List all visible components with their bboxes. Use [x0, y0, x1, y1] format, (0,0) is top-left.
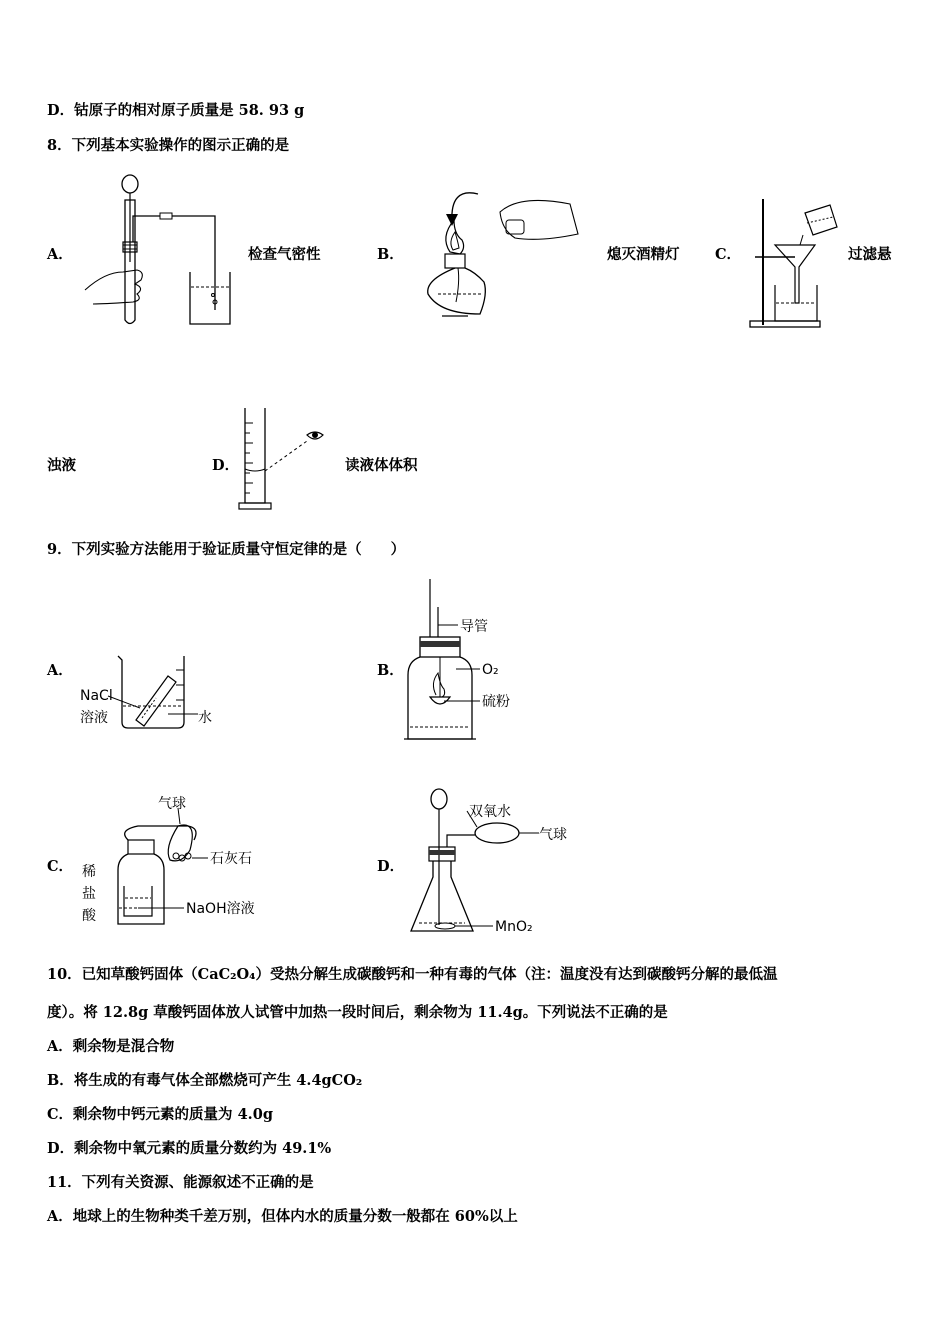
q9-figure-a [78, 650, 238, 732]
fig-a-solution-label: 溶液 [80, 710, 108, 726]
q9-figure-c [78, 790, 273, 930]
fig-d-h2o2-label: 双氧水 [469, 804, 511, 820]
q8-option-b-letter: B． [377, 246, 404, 263]
q9-figure-d [405, 785, 580, 940]
fig-c-acid-3: 酸 [82, 908, 96, 924]
fig-d-mno2-label: MnO₂ [495, 919, 533, 935]
q8-option-d-text: 读液体体积 [345, 457, 418, 474]
q10-option-c: C．剩余物中钙元素的质量为 4.0g [47, 1106, 273, 1123]
q8-option-c-text-1: 过滤悬 [848, 246, 892, 263]
fig-c-naoh-label: NaOH溶液 [186, 901, 255, 917]
q9-option-a-letter: A． [47, 662, 73, 679]
q10-stem-line2: 度）。将 12.8g 草酸钙固体放人试管中加热一段时间后，剩余物为 11.4g。下列说法不正确的是 [47, 1004, 668, 1021]
filtration-figure [745, 195, 845, 330]
fig-b-sulfur-label: 硫粉 [482, 694, 510, 710]
q7-option-d: D．钴原子的相对原子质量是 58. 93 g [47, 102, 305, 119]
q8-option-d-letter: D． [212, 457, 240, 474]
fig-c-limestone-label: 石灰石 [210, 851, 252, 867]
fig-c-acid-2: 盐 [82, 886, 96, 902]
fig-c-acid-1: 稀 [82, 864, 96, 880]
q8-option-c-text-2: 浊液 [47, 457, 76, 474]
q8-option-a-text: 检查气密性 [248, 246, 321, 263]
q8-stem: 8．下列基本实验操作的图示正确的是 [47, 137, 290, 154]
q9-figure-b [400, 577, 530, 745]
alcohol-lamp-figure [420, 182, 580, 327]
fig-a-water-label: 水 [198, 710, 212, 726]
fig-b-o2-label: O₂ [482, 662, 499, 678]
fig-c-balloon-label: 气球 [158, 796, 186, 812]
q10-option-a: A．剩余物是混合物 [47, 1038, 175, 1055]
q8-option-a-letter: A． [47, 246, 73, 263]
fig-b-tube-label: 导管 [460, 619, 488, 635]
fig-a-nacl-label: NaCl [80, 688, 113, 704]
q9-option-d-letter: D． [377, 858, 405, 875]
fig-d-balloon-label: 气球 [539, 827, 567, 843]
q11-option-a: A．地球上的生物种类千差万别，但体内水的质量分数一般都在 60%以上 [47, 1208, 518, 1225]
q10-stem-line1: 10．已知草酸钙固体（CaC₂O₄）受热分解生成碳酸钙和一种有毒的气体（注：温度没有达到碳酸钙分解的最低温 [47, 966, 778, 983]
q9-option-b-letter: B． [377, 662, 404, 679]
q10-option-b: B．将生成的有毒气体全部燃烧可产生 4.4gCO₂ [47, 1072, 363, 1089]
q11-stem: 11．下列有关资源、能源叙述不正确的是 [47, 1174, 314, 1191]
q10-option-d: D．剩余物中氧元素的质量分数约为 49.1% [47, 1140, 332, 1157]
graduated-cylinder-figure [235, 403, 335, 515]
q8-option-b-text: 熄灭酒精灯 [607, 246, 680, 263]
q9-option-c-letter: C． [47, 858, 74, 875]
airtightness-check-figure [75, 172, 240, 332]
q8-option-c-letter: C． [715, 246, 742, 263]
q9-stem: 9．下列实验方法能用于验证质量守恒定律的是（ ） [47, 541, 406, 558]
